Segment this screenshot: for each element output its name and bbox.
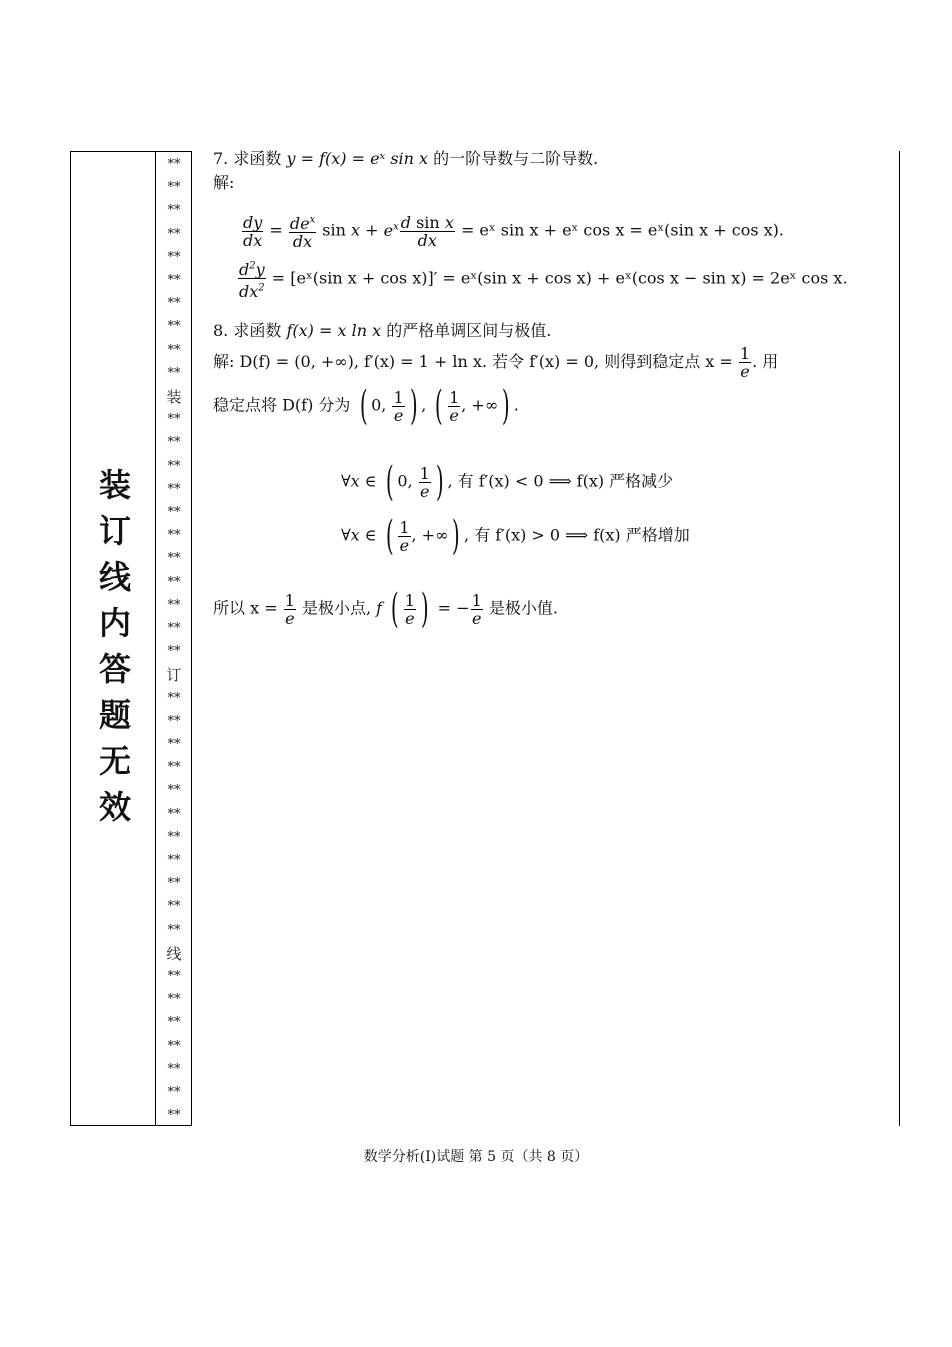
binding-marker: ** <box>167 1108 181 1124</box>
binding-marker: ** <box>167 899 181 915</box>
warning-char: 装 <box>98 466 131 504</box>
binding-marker: ** <box>167 342 181 358</box>
binding-marker: ** <box>167 1085 181 1100</box>
q8-split: 稳定点将 D(f) 分为 ( 0, $\frac{1}{e}$ ) , ( $\frac{1}{e}$ , +∞) . <box>213 383 519 429</box>
q8-solution: 解: D(f) = (0, +∞), f′(x) = 1 + ln x. 若令 f′(x) = 0, 则得到稳定点 x = $\frac{1}{e}$ . 用 <box>213 344 779 381</box>
binding-marker: ** <box>167 273 181 288</box>
warning-char: 线 <box>98 558 131 596</box>
binding-marker: ** <box>167 621 181 636</box>
binding-marker: ** <box>167 992 181 1008</box>
q7-solution-label: 解: <box>213 173 235 192</box>
binding-marker: ** <box>167 551 181 567</box>
binding-marker: ** <box>167 1038 181 1054</box>
binding-marker: ** <box>167 180 181 196</box>
binding-marker: ** <box>167 737 181 752</box>
binding-marker: ** <box>167 1061 181 1077</box>
binding-marker: ** <box>167 505 181 520</box>
right-margin-rule <box>899 151 900 1126</box>
warning-char: 无 <box>98 742 131 780</box>
warning-char: 题 <box>98 696 131 734</box>
binding-marker: ** <box>167 969 181 984</box>
q7-derivative-1: $\frac{dy}{dx}$ = $\frac{de^x}{dx}$ $\sin x + e^x$ $\frac{\text{d sin x}}{dx}$ = eˣ sin x + eˣ cos x = eˣ(sin x + cos x). <box>243 212 784 252</box>
q7-line2-rest: = [eˣ(sin x + cos x)]′ = eˣ(sin x + cos x) + eˣ(cos x − sin x) = 2eˣ cos x. <box>271 268 848 288</box>
binding-marker: ** <box>167 249 181 265</box>
binding-label: 线 <box>166 944 182 963</box>
binding-marker: ** <box>167 481 181 497</box>
q7-line1-rest: = eˣ sin x + eˣ cos x = eˣ(sin x + cos x). <box>460 220 784 240</box>
binding-marker: ** <box>167 783 181 799</box>
binding-marker: ** <box>167 597 181 613</box>
binding-label: 订 <box>166 666 182 685</box>
binding-marker: ** <box>167 829 181 845</box>
q8-conclusion: 所以 x = $\frac{1}{e}$ 是极小点, f ( $\frac{1}{e}$ ) = − $\frac{1}{e}$ 是极小值. <box>213 586 558 632</box>
binding-marker: ** <box>167 922 181 938</box>
binding-marker: ** <box>167 412 181 428</box>
binding-marker: ** <box>167 458 181 474</box>
binding-marker: ** <box>167 690 181 706</box>
binding-marker: ** <box>167 226 181 242</box>
q7-prompt: 7. 求函数 y = f(x) = eˣ sin x 的一阶导数与二阶导数. <box>213 149 599 168</box>
binding-marker: ** <box>167 876 181 892</box>
q8-case-2: ∀x ∈ ( $\frac{1}{e}$ , +∞) , 有 f′(x) > 0 ⟹ f(x) 严格增加 <box>341 513 690 559</box>
binding-marker: ** <box>167 435 181 451</box>
binding-marker: ** <box>167 644 181 660</box>
binding-marker: ** <box>167 806 181 822</box>
binding-marker: ** <box>167 296 181 312</box>
q8-prompt: 8. 求函数 f(x) = x ln x 的严格单调区间与极值. <box>213 321 552 340</box>
binding-warning <box>95 462 135 830</box>
q7-derivative-2: $\frac{d^2y}{dx^2}$ = [eˣ(sin x + cos x)]′ = eˣ(sin x + cos x) + eˣ(cos x − sin x) = 2eˣ cos x. <box>237 258 848 300</box>
binding-marker: ** <box>167 319 181 335</box>
binding-marker: ** <box>167 574 181 590</box>
warning-char: 内 <box>98 604 131 642</box>
binding-marker: ** <box>167 1015 181 1031</box>
binding-marker: ** <box>167 157 181 172</box>
binding-marker: ** <box>167 853 181 868</box>
q8-case-1: ∀x ∈ ( 0, $\frac{1}{e}$ ) , 有 f′(x) < 0 ⟹ f(x) 严格减少 <box>341 459 674 505</box>
warning-char: 答 <box>98 650 131 688</box>
binding-marker: ** <box>167 203 181 219</box>
binding-marker: ** <box>167 528 181 544</box>
warning-char: 订 <box>98 512 131 550</box>
binding-marker: ** <box>167 713 181 729</box>
binding-marker: ** <box>167 365 181 381</box>
binding-label: 装 <box>166 388 182 406</box>
page-footer: 数学分析(I)试题 第 5 页（共 8 页） <box>363 1149 589 1165</box>
warning-char: 效 <box>98 788 131 826</box>
binding-marker: ** <box>167 760 181 776</box>
